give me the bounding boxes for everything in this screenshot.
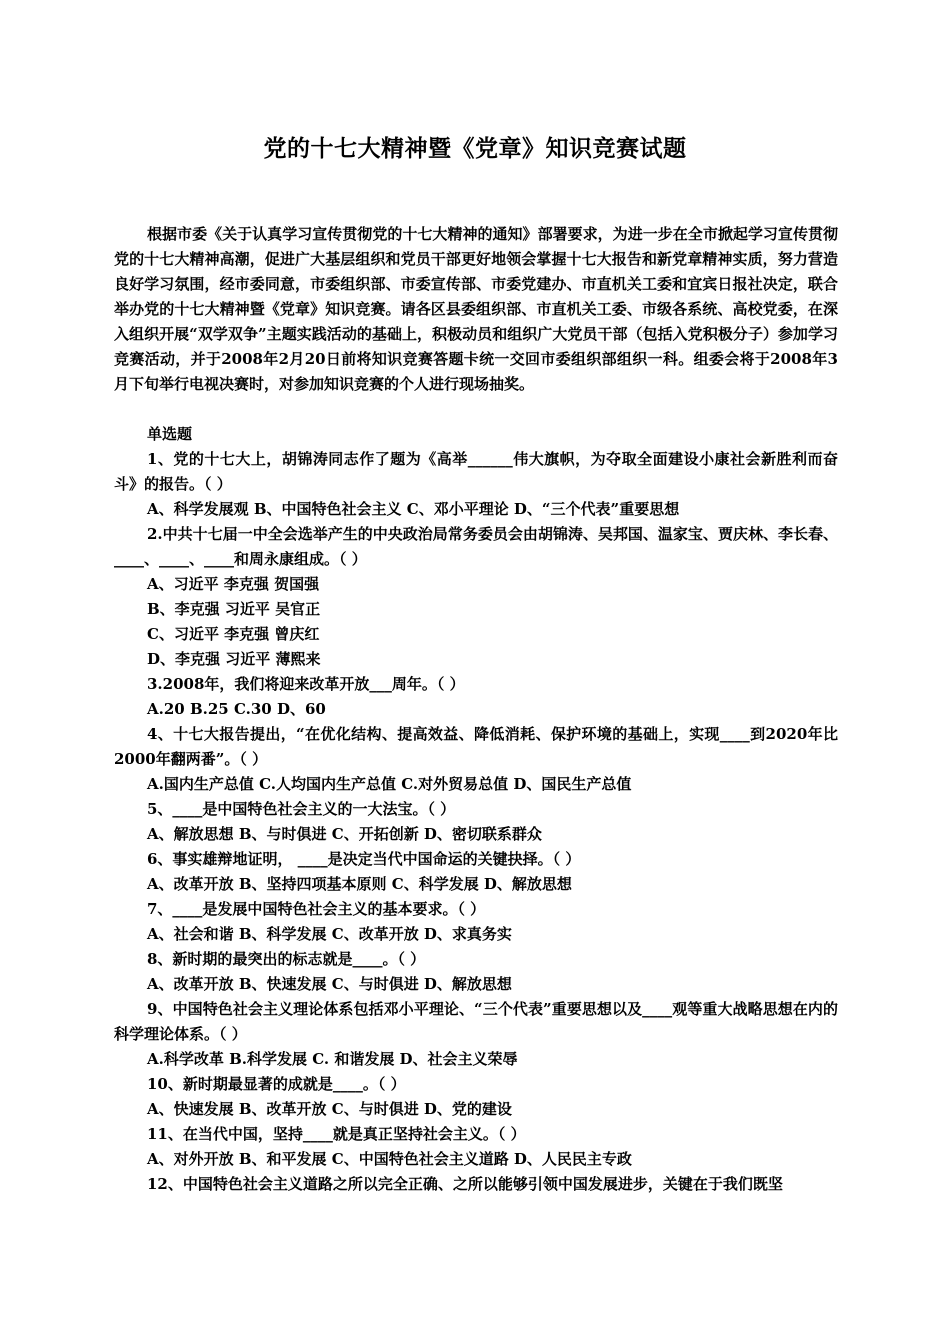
question-option: A、习近平 李克强 贺国强: [147, 575, 320, 593]
question-text: 12、中国特色社会主义道路之所以完全正确、之所以能够引领中国发展进步，关键在于我们既坚: [147, 1175, 783, 1193]
question-option: A、对外开放 B、和平发展 C、中国特色社会主义道路 D、人民民主专政: [147, 1150, 632, 1168]
document-title: 党的十七大精神暨《党章》知识竞赛试题: [263, 135, 687, 162]
spacer: [114, 397, 838, 422]
question-option: A、快速发展 B、改革开放 C、与时俱进 D、党的建设: [147, 1100, 512, 1118]
question-text: 3.2008年，我们将迎来改革开放___周年。（ ）: [147, 675, 465, 693]
question-text: 4、十七大报告提出，“在优化结构、提高效益、降低消耗、保护环境的基础上，实现____到2020年比2000年翻两番”。（ ）: [114, 725, 838, 768]
question-option: A.20 B.25 C.30 D、60: [147, 700, 326, 718]
question-text: 6、事实雄辩地证明， ____是决定当代中国命运的关键抉择。（ ）: [147, 850, 581, 868]
intro-paragraph: 根据市委《关于认真学习宣传贯彻党的十七大精神的通知》部署要求，为进一步在全市掀起学习宣传贯彻党的十七大精神高潮，促进广大基层组织和党员干部更好地领会掌握十七大报告和新党章精神实质，努力营造良好学习氛围，经市委同意，市委组织部、市委宣传部、市委党建办、市直机关工委和宜宾日报社决定，联合举办党的十七大精神暨《党章》知识竞赛。请各区县委组织部、市直机关工委、市级各系统、高校党委，在深入组织开展“双学双争”主题实践活动的基础上，积极动员和组织广大党员干部（包括入党积极分子）参加学习竞赛活动，并于2008年2月20日前将知识竞赛答题卡统一交回市委组织部组织一科。组委会将于2008年3月下旬举行电视决赛时，对参加知识竞赛的个人进行现场抽奖。: [114, 225, 838, 393]
question-option: A、改革开放 B、快速发展 C、与时俱进 D、解放思想: [147, 975, 512, 993]
question-option: C、习近平 李克强 曾庆红: [147, 625, 320, 643]
question-text: 8、新时期的最突出的标志就是____。（ ）: [147, 950, 426, 968]
question-text: 9、中国特色社会主义理论体系包括邓小平理论、“三个代表”重要思想以及____观等重大战略思想在内的科学理论体系。（ ）: [114, 1000, 838, 1043]
question-option: A.科学改革 B.科学发展 C. 和谐发展 D、社会主义荣辱: [147, 1050, 518, 1068]
section-heading: 单选题: [147, 425, 193, 443]
question-option: A、科学发展观 B、中国特色社会主义 C、邓小平理论 D、“三个代表”重要思想: [147, 500, 680, 518]
question-option: A.国内生产总值 C.人均国内生产总值 C.对外贸易总值 D、国民生产总值: [147, 775, 632, 793]
question-option: A、解放思想 B、与时俱进 C、开拓创新 D、密切联系群众: [147, 825, 542, 843]
question-text: 7、____是发展中国特色社会主义的基本要求。（ ）: [147, 900, 486, 918]
question-text: 1、党的十七大上，胡锦涛同志作了题为《高举______伟大旗帜，为夺取全面建设小康社会新胜利而奋斗》的报告。（ ）: [114, 450, 838, 493]
question-text: 2.中共十七届一中全会选举产生的中央政治局常务委员会由胡锦涛、吴邦国、温家宝、贾庆林、李长春、____、____、____和周永康组成。（ ）: [114, 525, 838, 568]
question-option: A、改革开放 B、坚持四项基本原则 C、科学发展 D、解放思想: [147, 875, 572, 893]
question-text: 5、____是中国特色社会主义的一大法宝。（ ）: [147, 800, 456, 818]
question-text: 10、新时期最显著的成就是____。（ ）: [147, 1075, 406, 1093]
question-option: D、李克强 习近平 薄熙来: [147, 650, 321, 668]
question-option: A、社会和谐 B、科学发展 C、改革开放 D、求真务实: [147, 925, 512, 943]
question-option: B、李克强 习近平 吴官正: [147, 600, 321, 618]
document-body: [114, 222, 838, 1197]
question-text: 11、在当代中国，坚持____就是真正坚持社会主义。（ ）: [147, 1125, 526, 1143]
